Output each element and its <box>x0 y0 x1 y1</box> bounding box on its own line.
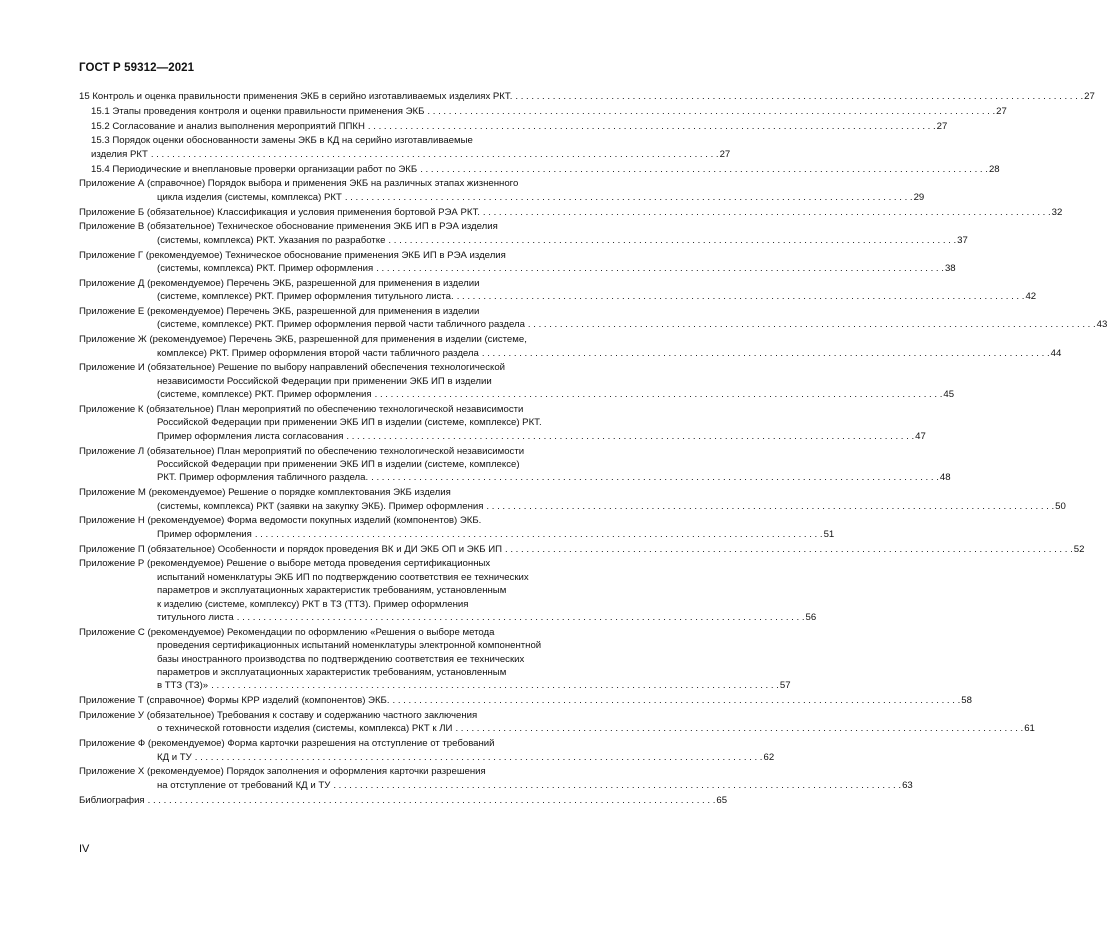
toc-entry[interactable] <box>79 177 925 204</box>
toc-page-number: 27 <box>996 105 1007 117</box>
dot-leader <box>148 148 719 161</box>
toc-entry[interactable] <box>79 557 817 624</box>
dot-leader <box>483 500 1054 513</box>
toc-page-number: 42 <box>1025 291 1037 303</box>
toc-entry[interactable] <box>79 709 1035 736</box>
toc-entry-title: Библиография <box>79 794 145 806</box>
toc-page-number: 45 <box>943 389 955 401</box>
toc-entry-title-continued: базы иностранного производства по подтверждению соответствия ее технических <box>157 653 525 665</box>
toc-entry-title: Приложение М (рекомендуемое) Решение о порядке комплектования ЭКБ изделия <box>79 487 451 499</box>
toc-entry-title: 15.2 Согласование и анализ выполнения мероприятий ППКН <box>91 120 365 132</box>
toc-entry-title: Приложение И (обязательное) Решение по выбору направлений обеспечения технологической <box>79 362 506 374</box>
toc-entry[interactable] <box>79 403 926 443</box>
toc-entry-title: Приложение С (рекомендуемое) Рекомендации по оформлению «Решения о выборе метода <box>79 626 495 638</box>
toc-entry-title: Приложение У (обязательное) Требования к составу и содержанию частного заключения <box>79 710 478 722</box>
toc-page-number: 61 <box>1024 723 1035 735</box>
toc-entry-title-continued: (системе, комплексе) РКТ. Пример оформления первой части табличного раздела <box>157 319 525 331</box>
toc-entry[interactable] <box>79 626 791 693</box>
dot-leader <box>385 234 956 247</box>
toc-page-number: 63 <box>902 779 913 791</box>
toc-entry-title-continued: параметров и эксплуатационных характеристик требованиям, установленным <box>157 585 507 597</box>
toc-entry-title: Приложение Е (рекомендуемое) Перечень ЭКБ, разрешенной для применения в изделии <box>79 306 480 317</box>
toc-entry-title-continued: титульного листа <box>157 612 234 624</box>
dot-leader <box>512 90 1083 103</box>
dot-leader <box>372 388 943 401</box>
toc-page-number: 29 <box>913 191 925 203</box>
toc-entry-title: Приложение Н (рекомендуемое) Форма ведомости покупных изделий (компонентов) ЭКБ. <box>79 515 482 527</box>
dot-leader <box>342 191 913 204</box>
toc-entry[interactable] <box>79 105 1007 118</box>
dot-leader <box>424 105 995 118</box>
page-number: IV <box>79 843 90 855</box>
toc-entry-title-continued: изделия РКТ <box>91 148 148 160</box>
toc-entry-title-continued: в ТТЗ (ТЗ)» <box>157 680 209 692</box>
toc-entry-title-continued: о технической готовности изделия (системы, комплекса) РКТ к ЛИ <box>157 723 453 735</box>
toc-page-number: 43 <box>1096 319 1107 331</box>
toc-entry-title: Приложение А (справочное) Порядок выбора и применения ЭКБ на различных этапах жизненного <box>79 178 519 190</box>
toc-page-number: 27 <box>1084 91 1095 102</box>
toc-entry-title-continued: (системе, комплексе) РКТ. Пример оформления титульного листа. <box>157 291 454 303</box>
toc-entry[interactable] <box>79 361 955 401</box>
dot-leader <box>330 779 901 792</box>
toc-page-number: 56 <box>805 612 817 624</box>
dot-leader <box>454 290 1025 303</box>
toc-entry-title-continued: независимости Российской Федерации при применении ЭКБ ИП в изделии <box>157 375 492 387</box>
toc-page-number: 27 <box>936 120 948 132</box>
toc-entry-title: 15.1 Этапы проведения контроля и оценки правильности применения ЭКБ <box>91 105 425 117</box>
toc-page-number: 27 <box>719 148 731 160</box>
toc-entry[interactable] <box>79 220 968 247</box>
dot-leader <box>452 722 1023 735</box>
toc-entry[interactable] <box>79 249 956 276</box>
toc-entry[interactable] <box>79 277 1037 304</box>
toc-page-number: 52 <box>1073 543 1085 555</box>
toc-entry-title: Приложение Х (рекомендуемое) Порядок заполнения и оформления карточки разрешения <box>79 766 486 778</box>
toc-page-number: 28 <box>988 163 1000 175</box>
dot-leader <box>192 751 763 764</box>
toc-entry[interactable] <box>79 765 913 792</box>
toc-page-number: 62 <box>763 751 775 763</box>
toc-entry-title-continued: испытаний номенклатуры ЭКБ ИП по подтверждению соответствия ее технических <box>157 571 529 583</box>
toc-entry[interactable] <box>79 333 1062 360</box>
dot-leader <box>390 694 961 707</box>
toc-entry-title: Приложение Ж (рекомендуемое) Перечень ЭКБ, разрешенной для применения в изделии (системе, <box>79 334 527 346</box>
toc-entry-title-continued: на отступление от требований КД и ТУ <box>157 779 331 791</box>
toc-entry-title: Приложение К (обязательное) План мероприятий по обеспечению технологической независимости <box>79 404 524 416</box>
toc-page-number: 50 <box>1055 500 1066 512</box>
toc-entry-title-continued: комплексе) РКТ. Пример оформления второй части табличного раздела <box>157 347 479 359</box>
toc-entry-title: Приложение Л (обязательное) План мероприятий по обеспечению технологической независимости <box>79 445 525 457</box>
toc-entry-title: Приложение П (обязательное) Особенности и порядок проведения ВК и ДИ ЭКБ ОП и ЭКБ ИП <box>79 543 503 555</box>
toc-entry[interactable] <box>79 206 1063 219</box>
toc-entry[interactable] <box>79 120 948 133</box>
toc-entry[interactable] <box>79 486 1066 513</box>
toc-page-number: 51 <box>823 528 835 540</box>
table-of-contents <box>79 90 1107 808</box>
toc-page-number: 44 <box>1050 347 1062 359</box>
toc-entry-title: 15 Контроль и оценка правильности применения ЭКБ в серийно изготавливаемых изделиях РКТ. <box>79 91 513 102</box>
toc-entry-title-continued: (системы, комплекса) РКТ. Указания по разработке <box>157 234 386 246</box>
toc-entry-title-continued: (системы, комплекса) РКТ (заявки на закупку ЭКБ). Пример оформления <box>157 500 484 512</box>
toc-entry-title-continued: проведения сертификационных испытаний номенклатуры электронной компонентной <box>157 640 542 652</box>
dot-leader <box>343 430 914 443</box>
toc-entry[interactable] <box>79 134 731 161</box>
dot-leader <box>365 120 936 133</box>
dot-leader <box>480 206 1051 219</box>
dot-leader <box>417 163 988 176</box>
dot-leader <box>373 262 944 275</box>
toc-entry[interactable] <box>79 90 1095 103</box>
dot-leader <box>208 679 779 692</box>
toc-page-number: 37 <box>957 234 968 246</box>
toc-entry-title: 15.4 Периодические и внеплановые проверки организации работ по ЭКБ <box>91 163 418 175</box>
toc-page-number: 38 <box>944 263 956 274</box>
toc-page-number: 65 <box>716 794 728 806</box>
toc-page-number: 47 <box>915 430 926 442</box>
dot-leader <box>525 318 1096 331</box>
toc-entry[interactable] <box>79 163 1000 176</box>
dot-leader <box>502 543 1073 556</box>
toc-page-number: 32 <box>1051 206 1063 218</box>
toc-entry-title-continued: Российской Федерации при применении ЭКБ ИП в изделии (системе, комплексе) <box>157 459 520 471</box>
toc-entry[interactable] <box>79 737 775 764</box>
toc-entry-title-continued: цикла изделия (системы, комплекса) РКТ <box>157 191 342 203</box>
toc-entry-title-continued: (системе, комплексе) РКТ. Пример оформления <box>157 389 372 401</box>
toc-entry-title-continued: параметров и эксплуатационных характеристик требованиям, установленным <box>157 667 507 679</box>
toc-entry-title: Приложение Т (справочное) Формы КРР изделий (компонентов) ЭКБ. <box>79 695 390 707</box>
toc-entry-title-continued: Пример оформления листа согласования <box>157 430 344 442</box>
toc-entry[interactable] <box>79 445 951 485</box>
toc-entry[interactable] <box>79 794 728 807</box>
dot-leader <box>234 611 805 624</box>
toc-entry-title-continued: Пример оформления <box>157 528 252 540</box>
toc-entry-title-continued: к изделию (системе, комплексу) РКТ в ТЗ (ТТЗ). Пример оформления <box>157 598 469 610</box>
toc-entry-title: Приложение В (обязательное) Техническое обоснование применения ЭКБ ИП в РЭА изделия <box>79 221 498 233</box>
toc-entry-title-continued: (системы, комплекса) РКТ. Пример оформления <box>157 263 374 274</box>
toc-entry-title-continued: КД и ТУ <box>157 751 192 763</box>
toc-entry[interactable] <box>79 694 972 707</box>
dot-leader <box>145 794 716 807</box>
toc-page-number: 57 <box>779 680 791 692</box>
toc-entry-title: 15.3 Порядок оценки обоснованности замены ЭКБ в КД на серийно изготавливаемые <box>91 135 473 147</box>
toc-page-number: 48 <box>939 472 951 484</box>
toc-entry[interactable] <box>79 543 1085 556</box>
toc-entry-title-continued: РКТ. Пример оформления табличного раздела. <box>157 472 369 484</box>
toc-page-number: 58 <box>961 695 972 707</box>
toc-entry-title: Приложение Ф (рекомендуемое) Форма карточки разрешения на отступление от требований <box>79 738 495 750</box>
toc-entry-title: Приложение Д (рекомендуемое) Перечень ЭКБ, разрешенной для применения в изделии <box>79 277 480 289</box>
toc-entry-title: Приложение Б (обязательное) Классификация и условия применения бортовой РЭА РКТ. <box>79 206 480 218</box>
toc-entry[interactable] <box>79 514 835 541</box>
toc-entry-title: Приложение Г (рекомендуемое) Техническое обоснование применения ЭКБ ИП в РЭА изделия <box>79 249 506 261</box>
dot-leader <box>479 347 1050 360</box>
dot-leader <box>252 528 823 541</box>
toc-entry-title: Приложение Р (рекомендуемое) Решение о выборе метода проведения сертификационных <box>79 558 491 570</box>
dot-leader <box>368 471 939 484</box>
document-header: ГОСТ Р 59312—2021 <box>79 62 195 74</box>
toc-entry[interactable] <box>79 305 1107 332</box>
toc-entry-title-continued: Российской Федерации при применении ЭКБ ИП в изделии (системе, комплексе) РКТ. <box>157 417 542 429</box>
